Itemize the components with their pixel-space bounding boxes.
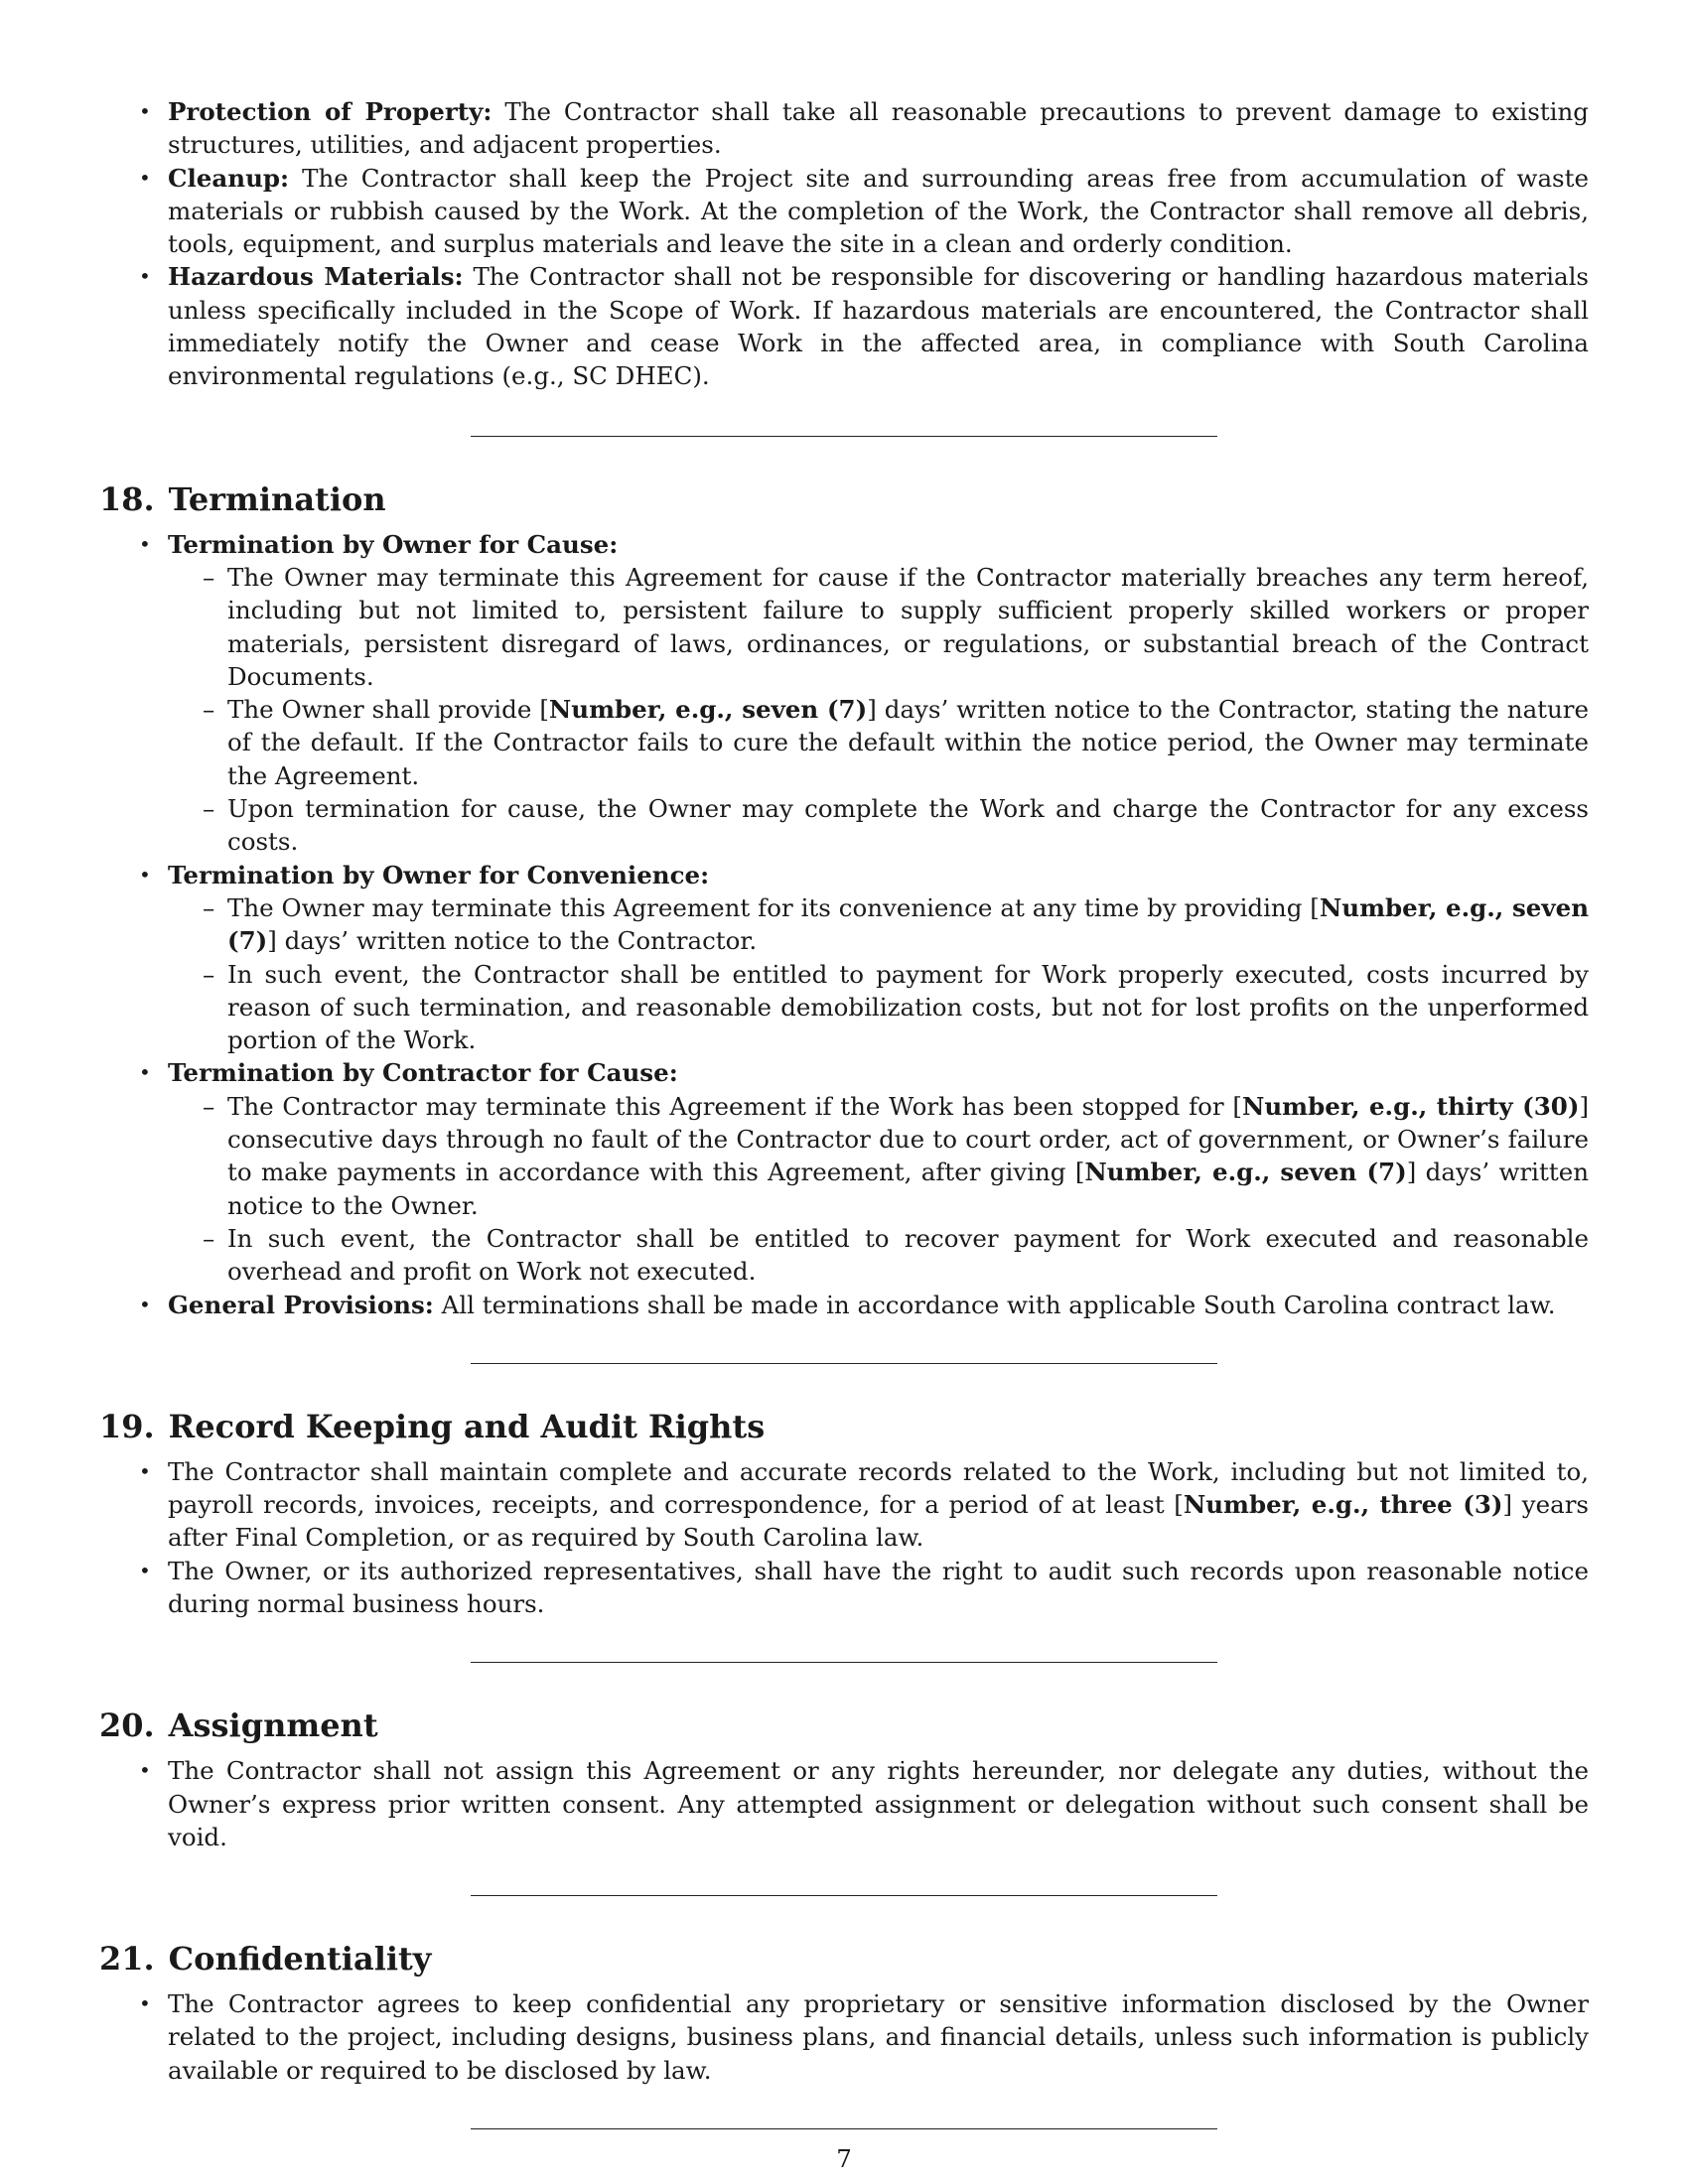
sub-item-text: ] days’ written notice to the Contractor, stating the nature of the default. If the Contractor fails to cure the default within the notice period, the Owner may terminate the Agreement. <box>227 695 1590 790</box>
item-text: The Contractor shall take all reasonable precautions to prevent damage to existing structures, utilities, and adjacent properties. <box>168 97 1589 160</box>
sub-list <box>168 891 1589 1056</box>
item-label: Cleanup: <box>168 163 290 193</box>
item-text: The Contractor shall keep the Project site and surrounding areas free from accumulation of waste materials or rubbish caused by the Work. At the completion of the Work, the Contractor shall remove all debris, tools, equipment, and surplus materials and leave the site in a clean and orderly condition. <box>168 163 1589 259</box>
item-text: The Owner, or its authorized representatives, shall have the right to audit such records upon reasonable notice during normal business hours. <box>168 1556 1589 1618</box>
intro-list <box>99 95 1589 393</box>
section-divider <box>471 2128 1217 2129</box>
placeholder-text: Number, e.g., seven (7) <box>548 695 868 725</box>
item-text: The Contractor agrees to keep confidential any proprietary or sensitive information disclosed by the Owner related to the project, including designs, business plans, and financial details, unless such information is publicly available or required to be disclosed by law. <box>168 1989 1589 2085</box>
item-text: The Contractor shall not be responsible for discovering or handling hazardous materials unless specifically included in the Scope of Work. If hazardous materials are encountered, the Contractor shall immediately notify the Owner and cease Work in the affected area, in compliance with South Carolina environmental regulations (e.g., SC DHEC). <box>168 262 1589 391</box>
item-text: The Contractor shall not assign this Agreement or any rights hereunder, nor delegate any duties, without the Owner’s express prior written consent. Any attempted assignment or delegation without such consent shall be void. <box>168 1756 1589 1851</box>
section-title: Termination <box>168 479 386 518</box>
sub-item <box>168 1090 1589 1222</box>
section-divider <box>471 1363 1217 1364</box>
sub-item-text: ] consecutive days through no fault of the Contractor due to court order, act of government, or Owner’s failure to make payments in accordance with this Agreement, after giving [ <box>227 1091 1590 1187</box>
item-text: The Contractor shall maintain complete and accurate records related to the Work, including but not limited to, payroll records, invoices, receipts, and correspondence, for a period of at least [ <box>168 1456 1589 1520</box>
item-label: Hazardous Materials: <box>168 262 464 292</box>
section-title: Assignment <box>168 1706 378 1745</box>
section-divider <box>471 1662 1217 1663</box>
page-number: 7 <box>836 2144 852 2173</box>
sub-item-text: The Owner may terminate this Agreement for its convenience at any time by providing [ <box>227 892 1320 922</box>
section-divider <box>471 1895 1217 1896</box>
item-label: Protection of Property: <box>168 97 492 126</box>
sub-list <box>168 561 1589 859</box>
list-item <box>99 859 1589 1057</box>
section-number: 21. <box>99 1940 155 1979</box>
section-number: 20. <box>99 1706 155 1745</box>
item-text: All terminations shall be made in accordance with applicable South Carolina contract law. <box>441 1290 1556 1319</box>
list-item <box>99 162 1589 261</box>
sub-item-text: The Owner shall provide [ <box>227 695 549 725</box>
sub-list <box>168 1090 1589 1289</box>
item-text: ] years after Final Completion, or as required by South Carolina law. <box>168 1490 1589 1553</box>
sub-item <box>168 792 1589 859</box>
sub-item-text: The Owner may terminate this Agreement for cause if the Contractor materially breaches any term hereof, including but not limited to, persistent failure to supply sufficient properly skilled workers or proper materials, persistent disregard of laws, ordinances, or regulations, or substantial breach of the Contract Documents. <box>227 562 1589 691</box>
list-item <box>99 1987 1589 2087</box>
placeholder-text: Number, e.g., seven (7) <box>227 892 1590 956</box>
termination-list <box>99 528 1589 1321</box>
placeholder-text: Number, e.g., seven (7) <box>1084 1158 1407 1187</box>
list-item <box>99 1056 1589 1288</box>
assignment-list <box>99 1754 1589 1853</box>
list-item <box>99 260 1589 392</box>
section-number: 19. <box>99 1407 155 1445</box>
item-label: Termination by Owner for Convenience: <box>168 860 710 889</box>
list-item <box>99 1455 1589 1555</box>
item-label: General Provisions: <box>168 1290 434 1319</box>
confidentiality-list <box>99 1987 1589 2087</box>
item-label: Termination by Owner for Cause: <box>168 529 619 559</box>
sub-item <box>168 561 1589 693</box>
sub-item <box>168 693 1589 792</box>
sub-item-text: ] days’ written notice to the Contractor. <box>267 926 758 956</box>
records-list <box>99 1455 1589 1620</box>
document-page <box>99 95 1589 2129</box>
list-item <box>99 1289 1589 1321</box>
section-divider <box>471 436 1217 437</box>
sub-item-text: ] days’ written notice to the Owner. <box>227 1158 1589 1220</box>
sub-item-text: Upon termination for cause, the Owner may complete the Work and charge the Contractor for any excess costs. <box>227 794 1589 857</box>
placeholder-text: Number, e.g., three (3) <box>1183 1490 1503 1520</box>
sub-item <box>168 1222 1589 1289</box>
section-heading-21 <box>99 1939 1589 1979</box>
list-item <box>99 1555 1589 1621</box>
list-item <box>99 95 1589 162</box>
sub-item-text: The Contractor may terminate this Agreement if the Work has been stopped for [ <box>227 1091 1242 1121</box>
sub-item <box>168 958 1589 1057</box>
section-title: Record Keeping and Audit Rights <box>168 1407 766 1445</box>
list-item <box>99 528 1589 859</box>
item-label: Termination by Contractor for Cause: <box>168 1058 678 1088</box>
section-title: Confidentiality <box>168 1940 432 1979</box>
section-heading-18 <box>99 479 1589 519</box>
sub-item-text: In such event, the Contractor shall be entitled to recover payment for Work executed and reasonable overhead and profit on Work not executed. <box>227 1223 1589 1287</box>
section-number: 18. <box>99 479 155 518</box>
sub-item <box>168 891 1589 958</box>
section-heading-20 <box>99 1706 1589 1745</box>
list-item <box>99 1754 1589 1853</box>
placeholder-text: Number, e.g., thirty (30) <box>1241 1091 1580 1121</box>
sub-item-text: In such event, the Contractor shall be entitled to payment for Work properly executed, costs incurred by reason of such termination, and reasonable demobilization costs, but not for lost profits on the unperformed portion of the Work. <box>227 959 1589 1055</box>
section-heading-19 <box>99 1407 1589 1446</box>
